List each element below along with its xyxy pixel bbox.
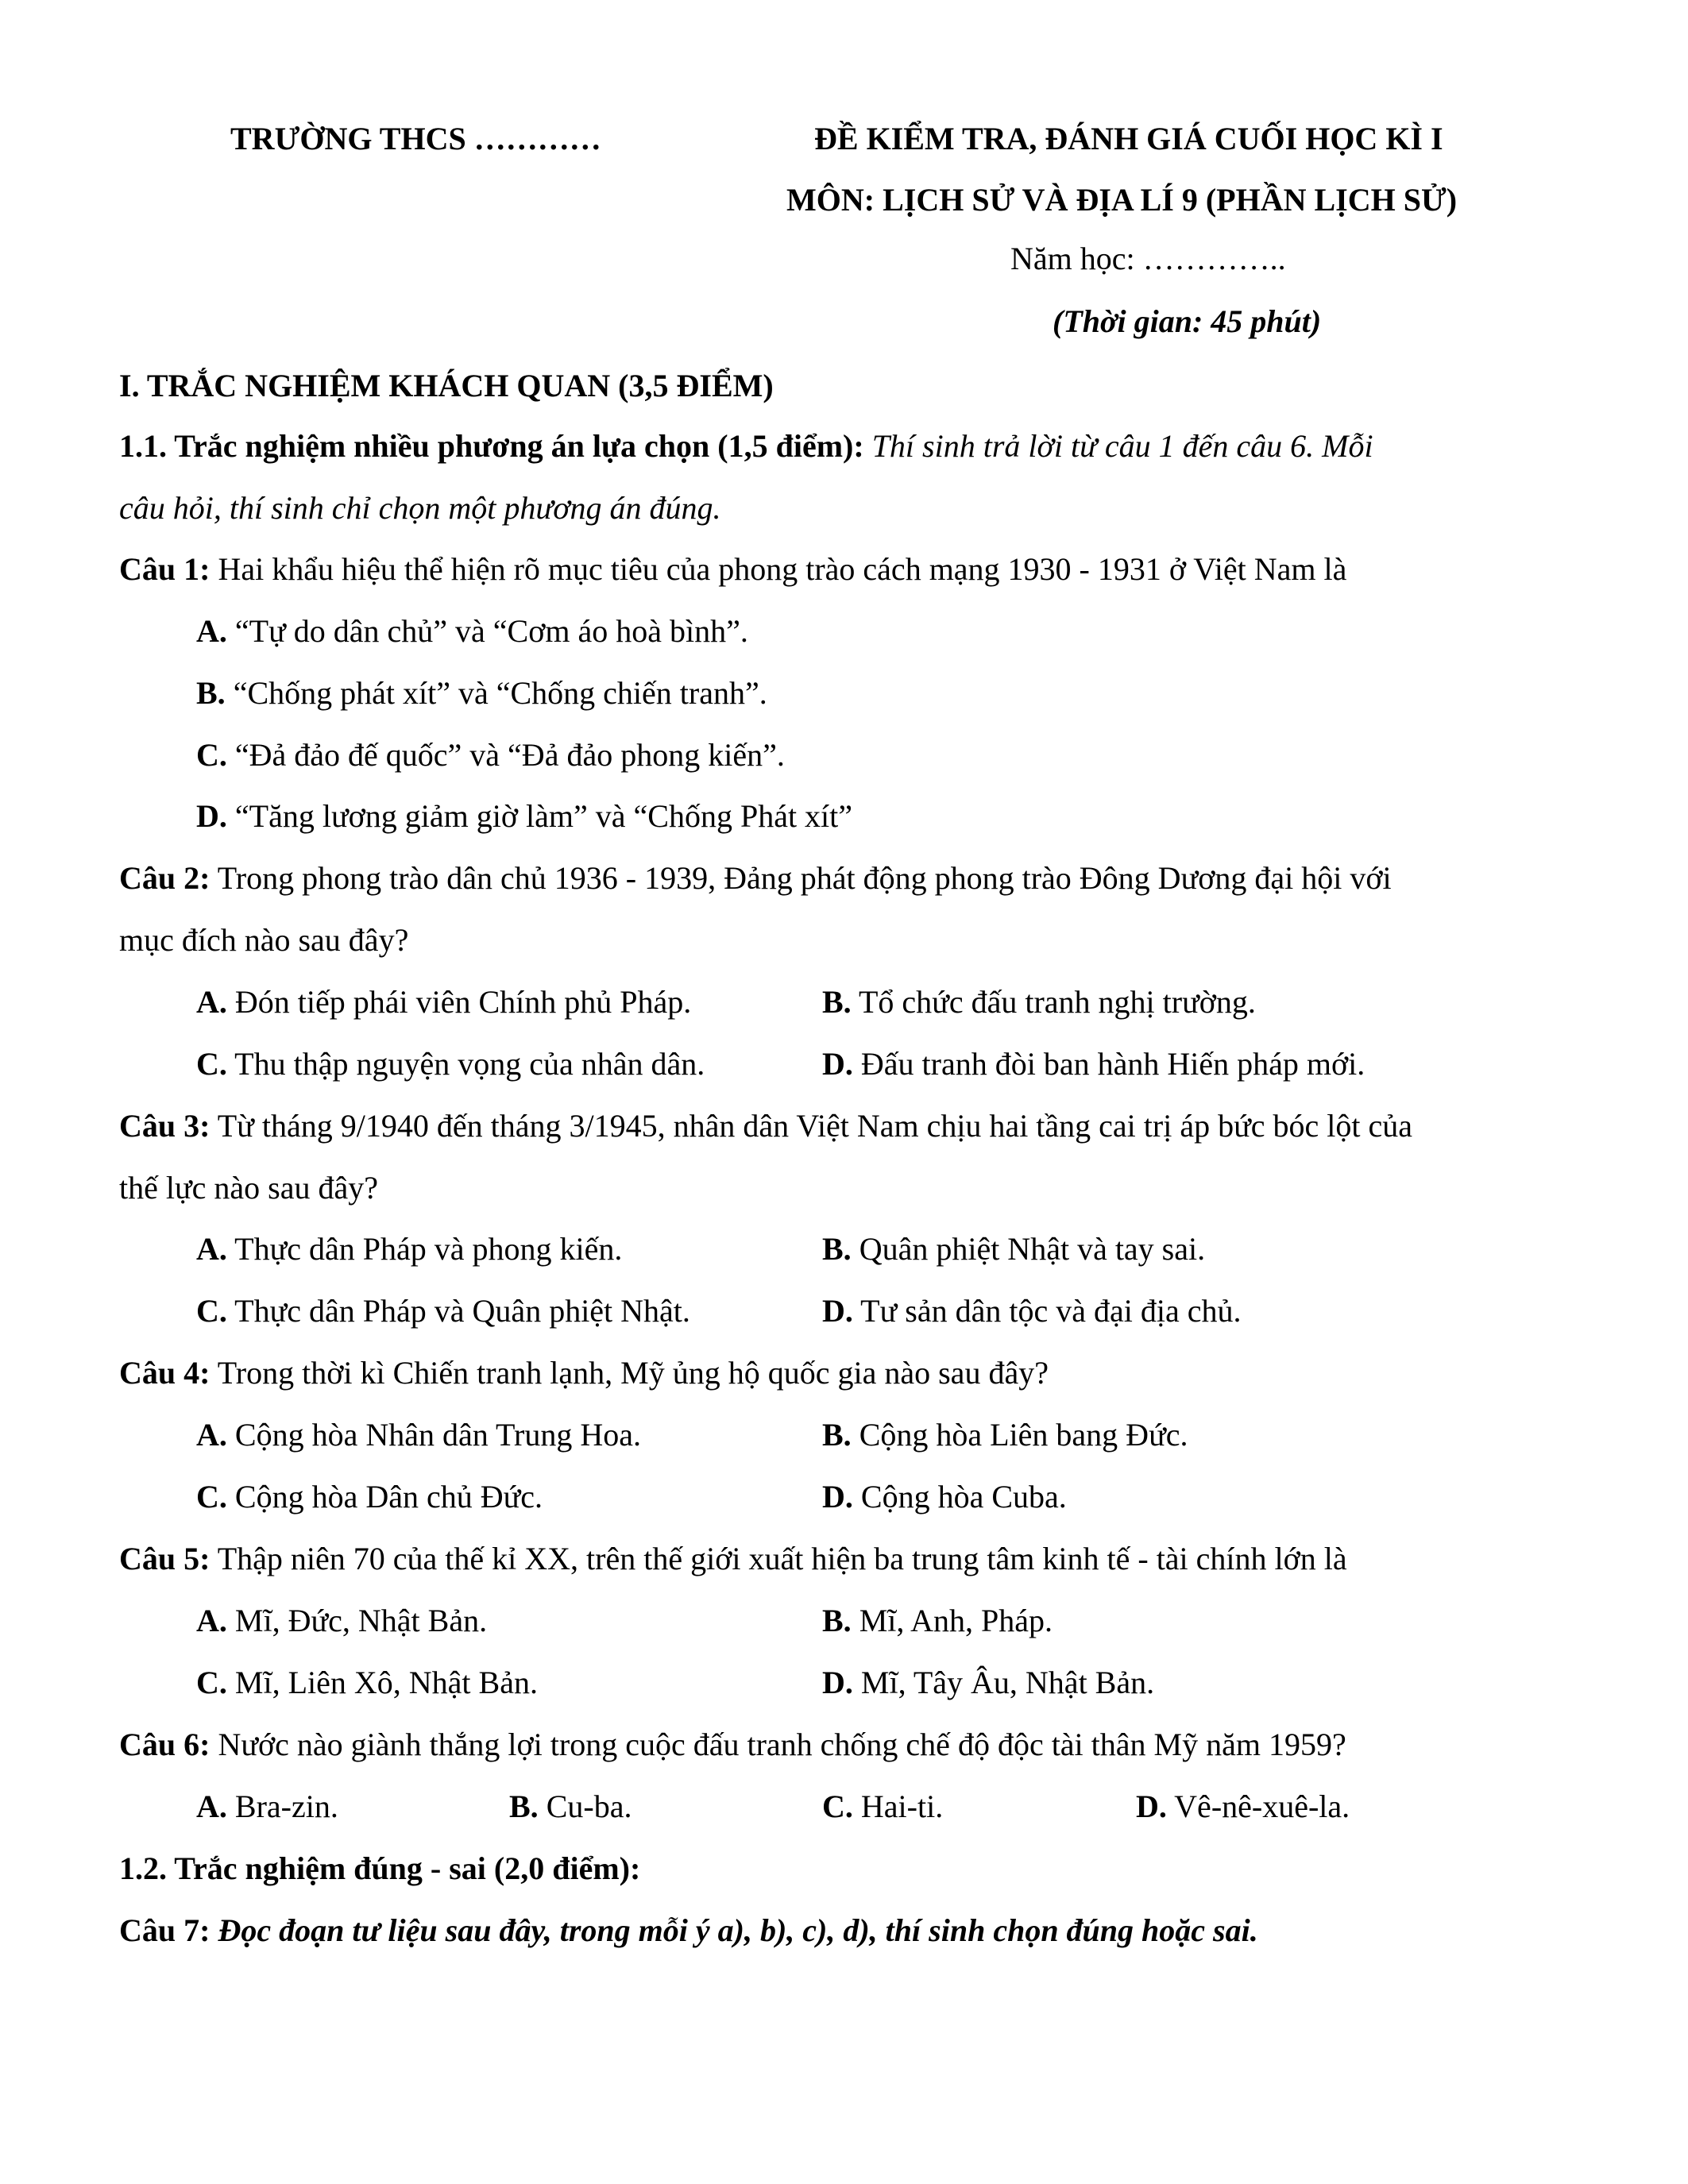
question-4: [119, 1357, 1049, 1389]
school-year: Năm học: …………..: [1010, 241, 1286, 276]
option: [822, 1048, 1365, 1080]
question-text: Hai khẩu hiệu thể hiện rõ mục tiêu của phong trào cách mạng 1930 - 1931 ở Việt Nam là: [218, 551, 1347, 587]
option: [196, 615, 748, 647]
option-text: Cu-ba.: [546, 1788, 632, 1824]
option-letter: A.: [196, 613, 227, 649]
option: [509, 1788, 632, 1824]
option-text: Cộng hòa Dân chủ Đức.: [234, 1479, 543, 1515]
option: [196, 1295, 690, 1327]
option: [822, 1788, 944, 1824]
option: [822, 1481, 1067, 1513]
option-letter: B.: [822, 1603, 852, 1638]
question-3: [119, 1110, 1412, 1142]
question-2: [119, 862, 1392, 894]
option-letter: B.: [196, 675, 226, 711]
option-letter: C.: [822, 1788, 853, 1824]
option-letter: D.: [822, 1665, 853, 1700]
option-letter: B.: [822, 1231, 852, 1267]
question-label: Câu 1:: [119, 551, 211, 587]
option-text: Đấu tranh đòi ban hành Hiến pháp mới.: [860, 1046, 1365, 1082]
option: [196, 1788, 338, 1824]
question-label: Câu 3:: [119, 1108, 211, 1144]
option: [1136, 1788, 1350, 1824]
option-text: Thu thập nguyện vọng của nhân dân.: [234, 1046, 705, 1082]
option-text: Mĩ, Đức, Nhật Bản.: [234, 1603, 488, 1638]
option-text: “Tăng lương giảm giờ làm” và “Chống Phát xít”: [234, 798, 853, 834]
option-text: Mĩ, Tây Âu, Nhật Bản.: [860, 1665, 1155, 1700]
option-letter: A.: [196, 1788, 227, 1824]
option-letter: D.: [822, 1293, 853, 1329]
question-label: Câu 7:: [119, 1912, 211, 1948]
option-letter: A.: [196, 1417, 227, 1453]
option-text: “Đả đảo đế quốc” và “Đả đảo phong kiến”.: [234, 737, 785, 773]
option-letter: B.: [822, 984, 852, 1020]
option: [196, 1605, 487, 1637]
option: [196, 986, 691, 1018]
question-7: [119, 1912, 1258, 1948]
section-title: I. TRẮC NGHIỆM KHÁCH QUAN (3,5 ĐIỂM): [119, 368, 774, 403]
option-text: “Chống phát xít” và “Chống chiến tranh”.: [233, 675, 767, 711]
option: [196, 739, 785, 771]
option-letter: D.: [822, 1479, 853, 1515]
option: [196, 1233, 622, 1265]
duration: (Thời gian: 45 phút): [1053, 303, 1322, 339]
question-text-cont: mục đích nào sau đây?: [119, 922, 409, 958]
part1-instruction-cont: câu hỏi, thí sinh chỉ chọn một phương án đúng.: [119, 490, 721, 526]
part1-instruction: Thí sinh trả lời từ câu 1 đến câu 6. Mỗi: [871, 428, 1373, 464]
question-text-cont: thế lực nào sau đây?: [119, 1170, 378, 1206]
option: [196, 1048, 705, 1080]
school-name: TRƯỜNG THCS …………: [230, 121, 601, 156]
question-text: Nước nào giành thắng lợi trong cuộc đấu tranh chống chế độ độc tài thân Mỹ năm 1959?: [218, 1727, 1346, 1762]
option-letter: A.: [196, 984, 227, 1020]
option-text: Cộng hòa Liên bang Đức.: [859, 1417, 1188, 1453]
option-letter: B.: [822, 1417, 852, 1453]
option-text: Thực dân Pháp và Quân phiệt Nhật.: [234, 1293, 690, 1329]
option-letter: C.: [196, 1665, 227, 1700]
option: [196, 677, 767, 709]
part1-heading: [119, 430, 1373, 462]
option-text: Mĩ, Anh, Pháp.: [859, 1603, 1053, 1638]
option-letter: D.: [822, 1046, 853, 1082]
option: [196, 798, 853, 834]
option-letter: A.: [196, 1231, 227, 1267]
question-6: [119, 1729, 1346, 1761]
option: [196, 1667, 538, 1699]
option-letter: C.: [196, 737, 227, 773]
option-letter: C.: [196, 1046, 227, 1082]
option-text: Hai-ti.: [860, 1788, 944, 1824]
question-text: Thập niên 70 của thế kỉ XX, trên thế giới xuất hiện ba trung tâm kinh tế - tài chính lớn là: [217, 1541, 1347, 1576]
question-text: Đọc đoạn tư liệu sau đây, trong mỗi ý a), b), c), d), thí sinh chọn đúng hoặc sai.: [218, 1912, 1258, 1948]
part2-title: 1.2. Trắc nghiệm đúng - sai (2,0 điểm):: [119, 1850, 641, 1886]
question-5: [119, 1543, 1347, 1575]
option-text: Thực dân Pháp và phong kiến.: [234, 1231, 623, 1267]
option-text: Cộng hòa Nhân dân Trung Hoa.: [234, 1417, 641, 1453]
option-letter: D.: [1136, 1788, 1167, 1824]
option-text: “Tự do dân chủ” và “Cơm áo hoà bình”.: [234, 613, 748, 649]
option: [822, 1605, 1053, 1637]
option-text: Tư sản dân tộc và đại địa chủ.: [860, 1293, 1242, 1329]
option-text: Cộng hòa Cuba.: [860, 1479, 1067, 1515]
question-text: Trong thời kì Chiến tranh lạnh, Mỹ ủng hộ quốc gia nào sau đây?: [217, 1355, 1049, 1391]
option-letter: D.: [196, 798, 227, 834]
option-letter: A.: [196, 1603, 227, 1638]
question-1: [119, 551, 1347, 587]
question-label: Câu 2:: [119, 860, 211, 896]
option: [822, 1667, 1154, 1699]
option-text: Vê-nê-xuê-la.: [1174, 1788, 1350, 1824]
option-text: Đón tiếp phái viên Chính phủ Pháp.: [234, 984, 692, 1020]
question-label: Câu 5:: [119, 1541, 211, 1576]
question-text: Trong phong trào dân chủ 1936 - 1939, Đảng phát động phong trào Đông Dương đại hội với: [217, 860, 1392, 896]
option: [822, 1295, 1241, 1327]
question-label: Câu 6:: [119, 1727, 211, 1762]
option-text: Mĩ, Liên Xô, Nhật Bản.: [234, 1665, 538, 1700]
option-letter: C.: [196, 1479, 227, 1515]
option: [822, 1233, 1205, 1265]
part1-title: 1.1. Trắc nghiệm nhiều phương án lựa chọn (1,5 điểm):: [119, 428, 864, 464]
option: [822, 1419, 1188, 1451]
option-letter: C.: [196, 1293, 227, 1329]
question-text: Từ tháng 9/1940 đến tháng 3/1945, nhân dân Việt Nam chịu hai tầng cai trị áp bức bóc lột của: [217, 1108, 1413, 1144]
question-label: Câu 4:: [119, 1355, 211, 1391]
option: [196, 1419, 641, 1451]
option: [822, 986, 1256, 1018]
option-text: Tổ chức đấu tranh nghị trường.: [858, 984, 1256, 1020]
option-text: Bra-zin.: [234, 1788, 338, 1824]
subject-title: MÔN: LỊCH SỬ VÀ ĐỊA LÍ 9 (PHẦN LỊCH SỬ): [786, 182, 1458, 218]
exam-title: ĐỀ KIỂM TRA, ĐÁNH GIÁ CUỐI HỌC KÌ I: [814, 121, 1443, 156]
option-letter: B.: [509, 1788, 539, 1824]
option: [196, 1481, 543, 1513]
option-text: Quân phiệt Nhật và tay sai.: [859, 1231, 1206, 1267]
